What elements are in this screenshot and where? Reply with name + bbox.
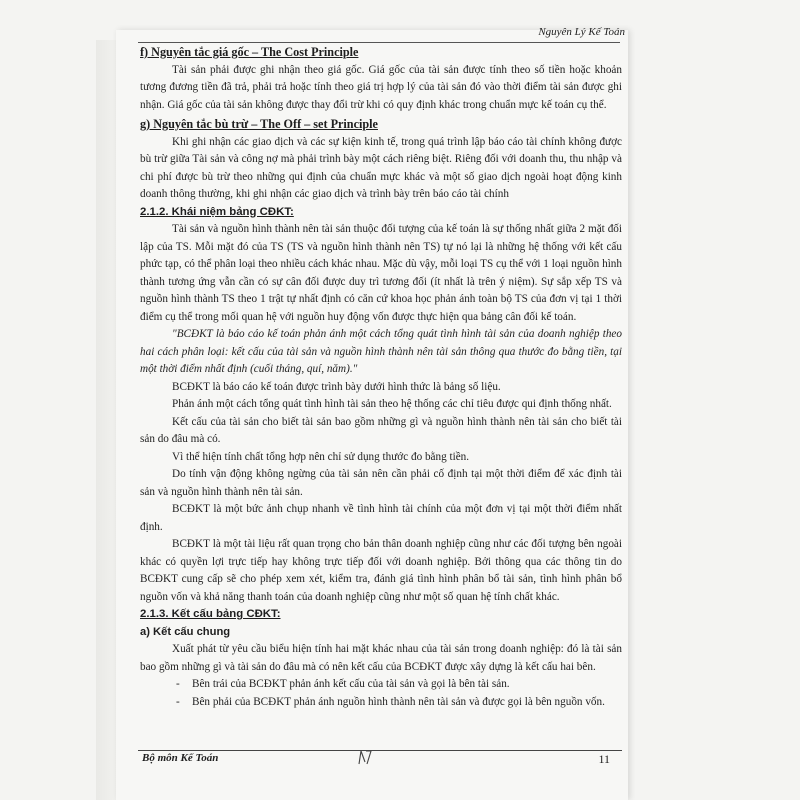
paragraph-money-measure: Vì thể hiện tính chất tổng hợp nên chỉ sử dụng thước đo bằng tiền. [172,450,470,463]
paragraph-cost-principle: Tài sản phải được ghi nhận theo giá gốc. Giá gốc của tài sản được tính theo số tiền hoặc khoản tương đương tiền đã trả, phải trả hoặc tính theo giá trị hợp lý của tài sản đó vào thời điểm tài sản được ghi nhận. Giá gốc của tài sản không được thay đổi trừ khi có quy định khác trong chuẩn mực kế toán cụ thể. [140,63,622,111]
heading-section-2-1-3: 2.1.3. Kết cấu bảng CĐKT: [140,608,281,620]
bullet-dash: - [176,695,180,708]
paragraph-fixed-point: Do tính vận động không ngừng của tài sản nên cần phải cố định tại một thời điểm để xác định tài sản và nguồn hình thành nên tài sản. [140,468,622,498]
paragraph-offset-principle: Khi ghi nhận các giao dịch và các sự kiện kinh tế, trong quá trình lập báo cáo tài chính không được bù trừ giữa Tài sản và công nợ mà phải trình bày một cách riêng biệt. Riêng đối với doanh thu, thu nhập và chi phí được bù trừ theo những qui định của chuẩn mực khác và một số giao dịch ngoài hoạt động kinh doanh thông thường, khi ghi nhận các giao dịch và trình bày trên báo cáo tài chính [140,135,622,200]
page-body [140,44,622,711]
running-header: Nguyên Lý Kế Toán [538,26,625,38]
heading-section-2-1-2: 2.1.2. Khái niệm bảng CĐKT: [140,205,294,218]
paragraph-asset-structure: Kết cấu của tài sản cho biết tài sản bao gồm những gì và nguồn hình thành nên tài sản cho biết tài sản do đâu mà có. [140,415,622,445]
bullet-text: Bên phải của BCĐKT phản ánh nguồn hình thành nên tài sản và được gọi là bên nguồn vốn. [192,695,605,708]
paragraph-report-form: BCĐKT là báo cáo kế toán được trình bày dưới hình thức là bảng số liệu. [172,380,501,393]
footer-rule [138,750,622,751]
book-gutter [96,40,118,800]
paragraph-importance: BCĐKT là một tài liệu rất quan trọng cho bản thân doanh nghiệp cũng như các đối tượng bên ngoài khác có quyền lợi trực tiếp hay không trực tiếp đối với doanh nghiệp. Bởi thông qua các thông tin do BCĐKT cung cấp sẽ cho phép xem xét, kiểm tra, đánh giá tình hình phân bổ tài sản, tình hình phân bổ nguồn vốn và khả năng thanh toán của doanh nghiệp cũng như một số quan hệ tính chất khác. [140,538,622,603]
quote-balance-sheet-definition: "BCĐKT là báo cáo kế toán phản ánh một cách tổng quát tình hình tài sản của doanh nghiệp theo hai cách phân loại: kết cấu của tài sản và nguồn hình thành nên tài sản thông qua thước đo bằng tiền, tại một thời điểm nhất định (cuối tháng, quí, năm)." [140,328,622,375]
list-item [140,676,622,694]
handwritten-mark-icon [356,748,374,766]
paragraph-general-structure: Xuất phát từ yêu cầu biểu hiện tính hai mặt khác nhau của tài sản trong doanh nghiệp: đó là tài sản bao gồm những gì và tài sản do đâu mà có nên kết cấu của BCĐKT được xây dựng là kết cấu hai bên. [140,643,622,673]
page-number: 11 [598,752,610,766]
bullet-dash: - [176,678,180,690]
paragraph-general-reflection: Phản ánh một cách tổng quát tình hình tài sản theo hệ thống các chỉ tiêu được qui định thống nhất. [172,398,612,410]
paragraph-balance-sheet-concept: Tài sản và nguồn hình thành nên tài sản thuộc đối tượng của kế toán là sự thống nhất giữa 2 mặt đối lập của TS. Mỗi mặt đó của TS (TS và nguồn hình thành nên TS) tự nó lại là những hệ thống với kết cấu phức tạp, có thể phân loại theo nhiều cách khác nhau. Mặc dù vậy, mỗi loại TS cụ thể với 1 loại nguồn hình thành tương ứng vẫn cần có sự cân đối được duy trì tương đối (ít nhất là trên ý niệm). Sự sắp xếp TS và nguồn hình thành TS theo 1 trật tự nhất định có căn cứ khoa học phản ánh toàn bộ TS của đơn vị tại 1 thời điểm cụ thể trong mối quan hệ với nguồn huy động vốn được thực hiện qua bảng cân đối kế toán. [140,223,622,323]
header-rule [138,42,620,43]
heading-cost-principle: f) Nguyên tắc giá gốc – The Cost Principle [140,45,359,59]
footer-department: Bộ môn Kế Toán [142,752,219,764]
list-item [140,694,622,712]
heading-general-structure: a) Kết cấu chung [140,625,231,638]
bullet-text: Bên trái của BCĐKT phản ánh kết cấu của tài sản và gọi là bên tài sản. [192,678,510,690]
paragraph-snapshot: BCĐKT là một bức ảnh chụp nhanh về tình hình tài chính của một đơn vị tại một thời điểm nhất định. [140,503,622,533]
heading-offset-principle: g) Nguyên tắc bù trừ – The Off – set Principle [140,117,378,131]
